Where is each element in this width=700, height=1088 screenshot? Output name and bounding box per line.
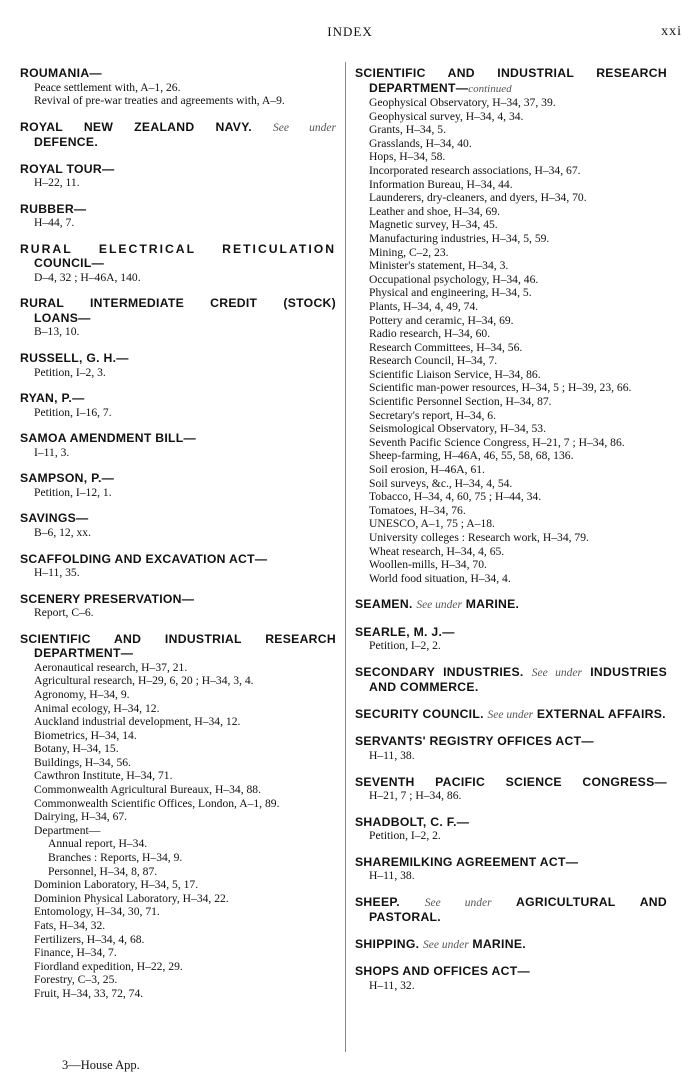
entry-reference: Hops, H–34, 58.: [369, 150, 446, 164]
entry-reference: Cawthron Institute, H–34, 71.: [34, 769, 173, 783]
entry-reference: Petition, I–16, 7.: [34, 405, 112, 419]
entry-heading: SCIENTIFIC AND INDUSTRIAL RESEARCH: [20, 631, 336, 646]
entry-reference: Mining, C–2, 23.: [369, 245, 449, 259]
entry-reference: Entomology, H–34, 30, 71.: [34, 905, 160, 919]
entry-heading: SCAFFOLDING AND EXCAVATION ACT—: [20, 551, 268, 566]
page-number: xxi: [661, 24, 682, 39]
index-entry: [355, 665, 667, 695]
entry-reference: H–44, 7.: [34, 216, 75, 230]
entry-reference: Scientific Personnel Section, H–34, 87.: [369, 395, 552, 409]
entry-reference: Commonwealth Scientific Offices, London, A–1, 89.: [34, 796, 280, 810]
entry-reference: Incorporated research associations, H–34, 67.: [369, 163, 581, 177]
entry-heading-cont: DEPARTMENT—continued: [369, 80, 512, 95]
entry-reference: Occupational psychology, H–34, 46.: [369, 272, 539, 286]
entry-reference: Petition, I–2, 3.: [34, 365, 106, 379]
entry-reference: Petition, I–12, 1.: [34, 485, 112, 499]
entry-reference: H–11, 38.: [369, 748, 415, 762]
entry-heading: SHAREMILKING AGREEMENT ACT—: [355, 854, 579, 869]
index-entry: [355, 734, 667, 762]
entry-reference: Information Bureau, H–34, 44.: [369, 177, 513, 191]
right-column: [355, 66, 667, 1004]
entry-heading: SEAMEN. See under MARINE.: [355, 597, 520, 612]
entry-reference: I–11, 3.: [34, 445, 70, 459]
entry-reference: Seventh Pacific Science Congress, H–21, 7 ; H–34, 86.: [369, 435, 625, 449]
entry-reference: Grasslands, H–34, 40.: [369, 136, 472, 150]
see-under: See under: [423, 938, 469, 951]
entry-reference: Peace settlement with, A–1, 26.: [34, 80, 181, 94]
entry-reference: H–11, 32.: [369, 978, 415, 992]
entry-heading: RURAL INTERMEDIATE CREDIT (STOCK): [20, 296, 336, 311]
entry-reference: Animal ecology, H–34, 12.: [34, 701, 160, 715]
entry-reference: Fiordland expedition, H–22, 29.: [34, 959, 183, 973]
entry-reference: Physical and engineering, H–34, 5.: [369, 286, 532, 300]
index-entry: [20, 242, 336, 285]
see-under: See under: [273, 121, 337, 134]
entry-reference: Geophysical Observatory, H–34, 37, 39.: [369, 96, 556, 109]
entry-heading: SCIENTIFIC AND INDUSTRIAL RESEARCH: [355, 66, 667, 80]
entry-reference: Report, C–6.: [34, 606, 94, 620]
entry-reference: Buildings, H–34, 56.: [34, 755, 131, 769]
entry-reference: Tomatoes, H–34, 76.: [369, 503, 466, 517]
entry-reference: Launderers, dry-cleaners, and dyers, H–34, 70.: [369, 191, 587, 205]
entry-reference: Pottery and ceramic, H–34, 69.: [369, 313, 514, 327]
entry-reference: Dominion Physical Laboratory, H–34, 22.: [34, 891, 229, 905]
index-entry: [20, 351, 336, 379]
entry-reference: Botany, H–34, 15.: [34, 742, 119, 756]
entry-reference: Commonwealth Agricultural Bureaux, H–34, 88.: [34, 783, 262, 797]
entry-reference: H–11, 38.: [369, 869, 415, 883]
entry-reference: UNESCO, A–1, 75 ; A–18.: [369, 517, 495, 531]
entry-heading: SAVINGS—: [20, 511, 89, 526]
index-entry: [355, 815, 667, 843]
entry-reference: Radio research, H–34, 60.: [369, 327, 491, 341]
entry-heading-cont: COUNCIL—: [34, 256, 105, 271]
entry-reference: Soil surveys, &c., H–34, 4, 54.: [369, 476, 513, 490]
entry-reference: Fruit, H–34, 33, 72, 74.: [34, 986, 144, 1000]
see-under: See under: [487, 708, 534, 721]
index-entry: [20, 391, 336, 419]
index-entry: [20, 120, 336, 150]
index-entry: [355, 855, 667, 883]
entry-heading: SEVENTH PACIFIC SCIENCE CONGRESS—: [355, 774, 667, 789]
entry-reference: Revival of pre-war treaties and agreements with, A–9.: [34, 94, 285, 108]
see-under: See under: [531, 666, 582, 679]
page-title: INDEX: [327, 24, 373, 39]
index-entry: [355, 895, 667, 925]
index-entry: [355, 625, 667, 653]
entry-heading: SAMOA AMENDMENT BILL—: [20, 431, 197, 446]
entry-reference: Finance, H–34, 7.: [34, 946, 117, 960]
entry-reference: Department—: [34, 823, 101, 837]
entry-reference: B–13, 10.: [34, 325, 80, 339]
see-under: See under: [416, 599, 462, 612]
entry-reference: Auckland industrial development, H–34, 12.: [34, 715, 241, 729]
entry-heading: ROYAL TOUR—: [20, 161, 115, 176]
index-entry: [20, 552, 336, 580]
entry-reference: University colleges : Research work, H–34, 79.: [369, 531, 589, 544]
index-entry: [20, 431, 336, 459]
entry-reference: Personnel, H–34, 8, 87.: [48, 864, 158, 878]
entry-reference: Manufacturing industries, H–34, 5, 59.: [369, 231, 550, 245]
entry-heading-cont: DEFENCE.: [34, 135, 99, 150]
entry-reference: Branches : Reports, H–34, 9.: [48, 851, 183, 865]
entry-reference: Leather and shoe, H–34, 69.: [369, 204, 501, 218]
entry-reference: Scientific Liaison Service, H–34, 86.: [369, 367, 541, 381]
index-entry: [355, 66, 667, 585]
entry-heading: SHEEP. See under AGRICULTURAL AND PASTORAL.: [355, 894, 668, 925]
index-entry: [20, 296, 336, 339]
entry-heading: RURAL ELECTRICAL RETICULATION: [20, 241, 336, 256]
entry-reference: Plants, H–34, 4, 49, 74.: [369, 299, 479, 313]
index-entry: [20, 511, 336, 539]
entry-reference: Magnetic survey, H–34, 45.: [369, 218, 498, 232]
entry-reference: Sheep-farming, H–46A, 46, 55, 58, 68, 136.: [369, 449, 574, 463]
index-entry: [20, 162, 336, 190]
entry-reference: Minister's statement, H–34, 3.: [369, 259, 509, 273]
index-entry: [20, 202, 336, 230]
index-entry: [20, 592, 336, 620]
entry-reference: Woollen-mills, H–34, 70.: [369, 558, 487, 572]
entry-reference: Agronomy, H–34, 9.: [34, 687, 130, 701]
entry-reference: H–21, 7 ; H–34, 86.: [369, 789, 462, 803]
index-entry: [355, 964, 667, 992]
entry-reference: Research Council, H–34, 7.: [369, 354, 498, 368]
entry-heading: SHOPS AND OFFICES ACT—: [355, 964, 530, 979]
entry-reference: Research Committees, H–34, 56.: [369, 340, 523, 354]
entry-reference: World food situation, H–34, 4.: [369, 571, 511, 585]
entry-reference: Secretary's report, H–34, 6.: [369, 408, 497, 422]
see-under: See under: [424, 896, 492, 909]
entry-heading: RUSSELL, G. H.—: [20, 351, 129, 366]
page-footer: 3—House App.: [62, 1058, 140, 1072]
entry-reference: Aeronautical research, H–37, 21.: [34, 660, 188, 674]
entry-reference: B–6, 12, xx.: [34, 525, 92, 539]
index-entry: [355, 597, 667, 613]
left-column: [20, 66, 336, 1001]
entry-heading: SEARLE, M. J.—: [355, 624, 455, 639]
entry-reference: Dominion Laboratory, H–34, 5, 17.: [34, 878, 199, 892]
entry-heading: SCENERY PRESERVATION—: [20, 591, 195, 606]
index-entry: [355, 707, 667, 723]
entry-heading: SECURITY COUNCIL. See under EXTERNAL AFFAIRS.: [355, 706, 666, 721]
entry-reference: Petition, I–2, 2.: [369, 639, 441, 653]
entry-heading: RUBBER—: [20, 201, 87, 216]
entry-reference: D–4, 32 ; H–46A, 140.: [34, 270, 141, 284]
entry-heading: SHIPPING. See under MARINE.: [355, 936, 526, 951]
entry-reference: Scientific man-power resources, H–34, 5 ; H–39, 23, 66.: [369, 381, 632, 395]
entry-reference: Grants, H–34, 5.: [369, 123, 446, 137]
entry-reference: Wheat research, H–34, 4, 65.: [369, 544, 505, 558]
entry-reference: Petition, I–2, 2.: [369, 829, 441, 843]
continued-label: continued: [468, 82, 512, 95]
entry-reference: Annual report, H–34.: [48, 837, 148, 851]
index-entry: [20, 471, 336, 499]
entry-heading-cont: LOANS—: [34, 310, 91, 325]
entry-reference: Agricultural research, H–29, 6, 20 ; H–34, 3, 4.: [34, 674, 254, 688]
entry-heading: SECONDARY INDUSTRIES. See under INDUSTRIES AND COMMERCE.: [355, 664, 667, 695]
index-entry: [20, 66, 336, 108]
index-entry: [355, 775, 667, 803]
entry-reference: Fertilizers, H–34, 4, 68.: [34, 932, 145, 946]
entry-reference: Soil erosion, H–46A, 61.: [369, 463, 485, 477]
entry-heading: SERVANTS' REGISTRY OFFICES ACT—: [355, 734, 594, 749]
entry-heading-cont: DEPARTMENT—: [34, 646, 134, 661]
entry-heading: SAMPSON, P.—: [20, 471, 115, 486]
entry-reference: Biometrics, H–34, 14.: [34, 728, 137, 742]
entry-reference: Dairying, H–34, 67.: [34, 810, 128, 824]
entry-heading: SHADBOLT, C. F.—: [355, 814, 470, 829]
entry-reference: Seismological Observatory, H–34, 53.: [369, 422, 546, 436]
entry-reference: Geophysical survey, H–34, 4, 34.: [369, 109, 524, 123]
index-entry: [355, 937, 667, 953]
column-divider: [345, 62, 346, 1052]
entry-reference: H–11, 35.: [34, 566, 80, 580]
entry-heading: ROYAL NEW ZEALAND NAVY. See under: [20, 119, 337, 134]
entry-reference: Forestry, C–3, 25.: [34, 973, 118, 987]
entry-heading: ROUMANIA—: [20, 66, 102, 80]
entry-reference: Fats, H–34, 32.: [34, 919, 106, 932]
entry-heading: RYAN, P.—: [20, 391, 85, 406]
entry-reference: Tobacco, H–34, 4, 60, 75 ; H–44, 34.: [369, 490, 542, 504]
entry-reference: H–22, 11.: [34, 176, 80, 190]
index-entry: [20, 632, 336, 1001]
